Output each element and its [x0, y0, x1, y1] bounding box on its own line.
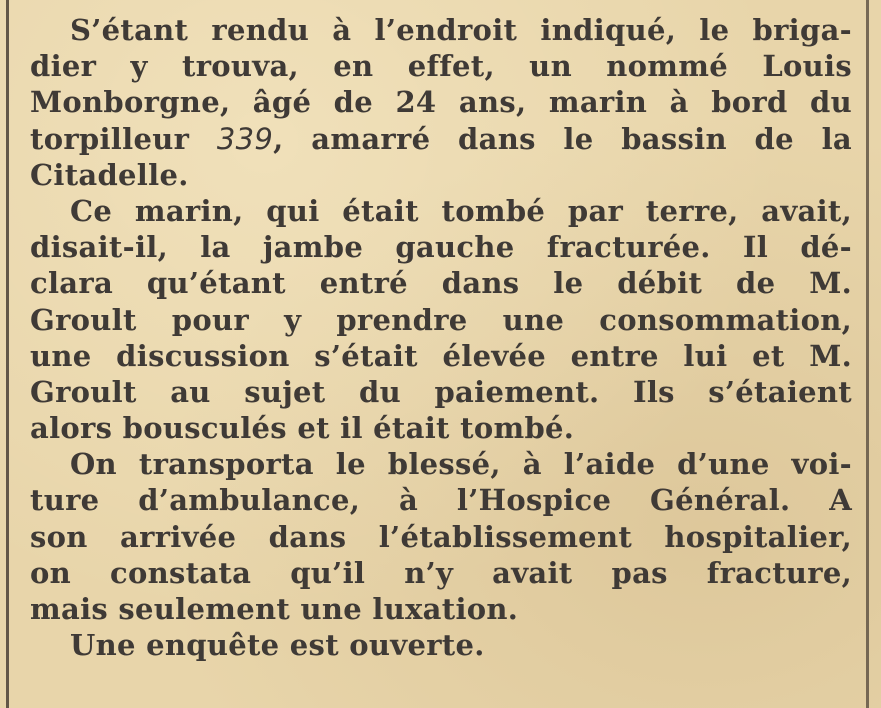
text-line: on constata qu’il n’y avait pas fracture, [30, 555, 852, 590]
text-line: Groult au sujet du paiement. Ils s’étaient [30, 374, 852, 409]
text-line: S’étant rendu à l’endroit indiqué, le briga- [70, 13, 852, 47]
text-line: alors bousculés et il était tombé. [30, 411, 575, 446]
torpedo-boat-number: 339 [216, 121, 274, 156]
text-line: Monborgne, âgé de 24 ans, marin à bord du [30, 85, 852, 120]
text-line: Groult pour y prendre une consommation, [30, 302, 852, 337]
text-line: ture d’ambulance, à l’Hospice Général. A [30, 483, 852, 518]
text-line: Ce marin, qui était tombé par terre, avait, [70, 193, 852, 228]
text-line: torpilleur 339, amarré dans le bassin de la [30, 121, 852, 156]
column-rule-left [6, 0, 9, 708]
text-line: clara qu’étant entré dans le débit de M. [30, 266, 852, 301]
text-line: mais seulement une luxation. [30, 592, 519, 626]
article-text [30, 12, 852, 663]
text-line: Une enquête est ouverte. [70, 628, 485, 663]
text-line: une discussion s’était élevée entre lui et M. [30, 338, 852, 373]
text-line: dier y trouva, en effet, un nommé Louis [30, 49, 852, 84]
text-line: disait-il, la jambe gauche fracturée. Il dé- [30, 230, 852, 265]
text-line: Citadelle. [30, 157, 189, 192]
text-line: On transporta le blessé, à l’aide d’une voi- [70, 447, 852, 482]
column-rule-right [866, 0, 869, 708]
text-line: son arrivée dans l’établissement hospitalier, [30, 519, 852, 554]
